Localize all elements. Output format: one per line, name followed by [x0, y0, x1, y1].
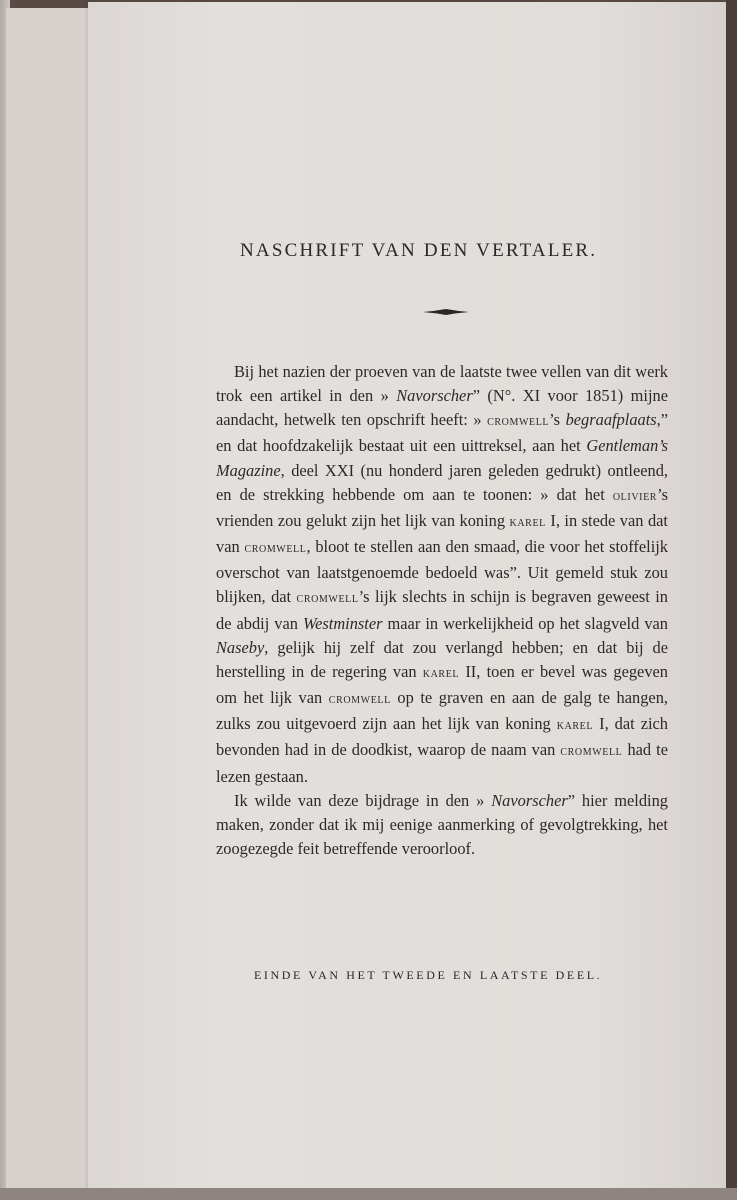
- text-run: , gelijk hij zelf dat zou verlangd hebben; en dat bij de herstelling in de regering van: [216, 637, 668, 681]
- book-bottom-edge: [0, 1188, 737, 1200]
- small-caps-name: cromwell: [560, 744, 623, 760]
- paragraph-1: [216, 360, 668, 789]
- text-run: Bij het nazien der proeven van de laatste twee vellen van dit werk trok een artikel in den »: [216, 362, 668, 406]
- italic-text: Gentleman’s Magazine: [216, 436, 668, 480]
- small-caps-name: karel: [422, 665, 460, 681]
- italic-text: Westminster: [302, 613, 383, 633]
- text-run: ” (N°. XI voor 1851) mijne aandacht, hetwelk ten opschrift heeft: »: [216, 386, 668, 430]
- small-caps-name: karel: [556, 718, 594, 734]
- text-run: op te graven en aan de galg te hangen, zulks zou uitgevoerd zijn aan het lijk van koning: [216, 688, 668, 734]
- colophon: EINDE VAN HET TWEEDE EN LAATSTE DEEL.: [254, 968, 603, 982]
- small-caps-name: cromwell: [487, 414, 550, 430]
- text-run: had te lezen gestaan.: [216, 740, 668, 786]
- body-text: [216, 360, 668, 861]
- italic-text: Navorscher: [491, 790, 568, 810]
- text-run: ” hier melding maken, zonder dat ik mij eenige aanmerking of gevolgtrekking, het zoogezegde feit betreffende veroorloof.: [216, 790, 669, 858]
- text-run: I, in stede van dat van: [216, 510, 668, 557]
- book-cover-edge: [726, 0, 737, 1200]
- italic-text: Navorscher: [396, 386, 473, 406]
- text-run: ’s: [549, 410, 566, 430]
- text-run: II, toen er bevel was gegeven om het lijk van: [216, 661, 668, 708]
- text-run: Ik wilde van deze bijdrage in den »: [234, 790, 492, 810]
- small-caps-name: cromwell: [296, 591, 359, 607]
- text-run: ’s vrienden zou gelukt zijn het lijk van koning: [216, 484, 668, 530]
- text-run: I, dat zich bevonden had in de doodkist, waarop de naam van: [216, 714, 668, 760]
- small-caps-name: cromwell: [328, 692, 391, 708]
- italic-text: begraafplaats: [565, 410, 657, 430]
- small-caps-name: karel: [509, 514, 546, 530]
- text-run: maar in werkelijkheid op het slagveld van: [382, 613, 668, 633]
- page-title: NASCHRIFT VAN DEN VERTALER.: [240, 240, 598, 261]
- ornament-rule: [421, 305, 471, 319]
- text-run: ,” en dat hoofdzakelijk bestaat uit een uittreksel, aan het: [216, 410, 669, 456]
- italic-text: Naseby: [216, 637, 265, 657]
- small-caps-name: olivier: [612, 488, 658, 504]
- text-run: , bloot te stellen aan den smaad, die voor het stoffelijk overschot van laatstgenoemde bedoeld was”. Uit gemeld stuk zou blijken, dat: [216, 537, 668, 607]
- text-run: ’s lijk slechts in schijn is begraven geweest in de abdij van: [216, 587, 668, 633]
- paragraph-2: [216, 789, 668, 861]
- small-caps-name: cromwell: [244, 541, 307, 557]
- text-run: , deel XXI (nu honderd jaren geleden gedrukt) ontleend, en de strekking hebbende om aan te toonen: » dat het: [216, 460, 668, 504]
